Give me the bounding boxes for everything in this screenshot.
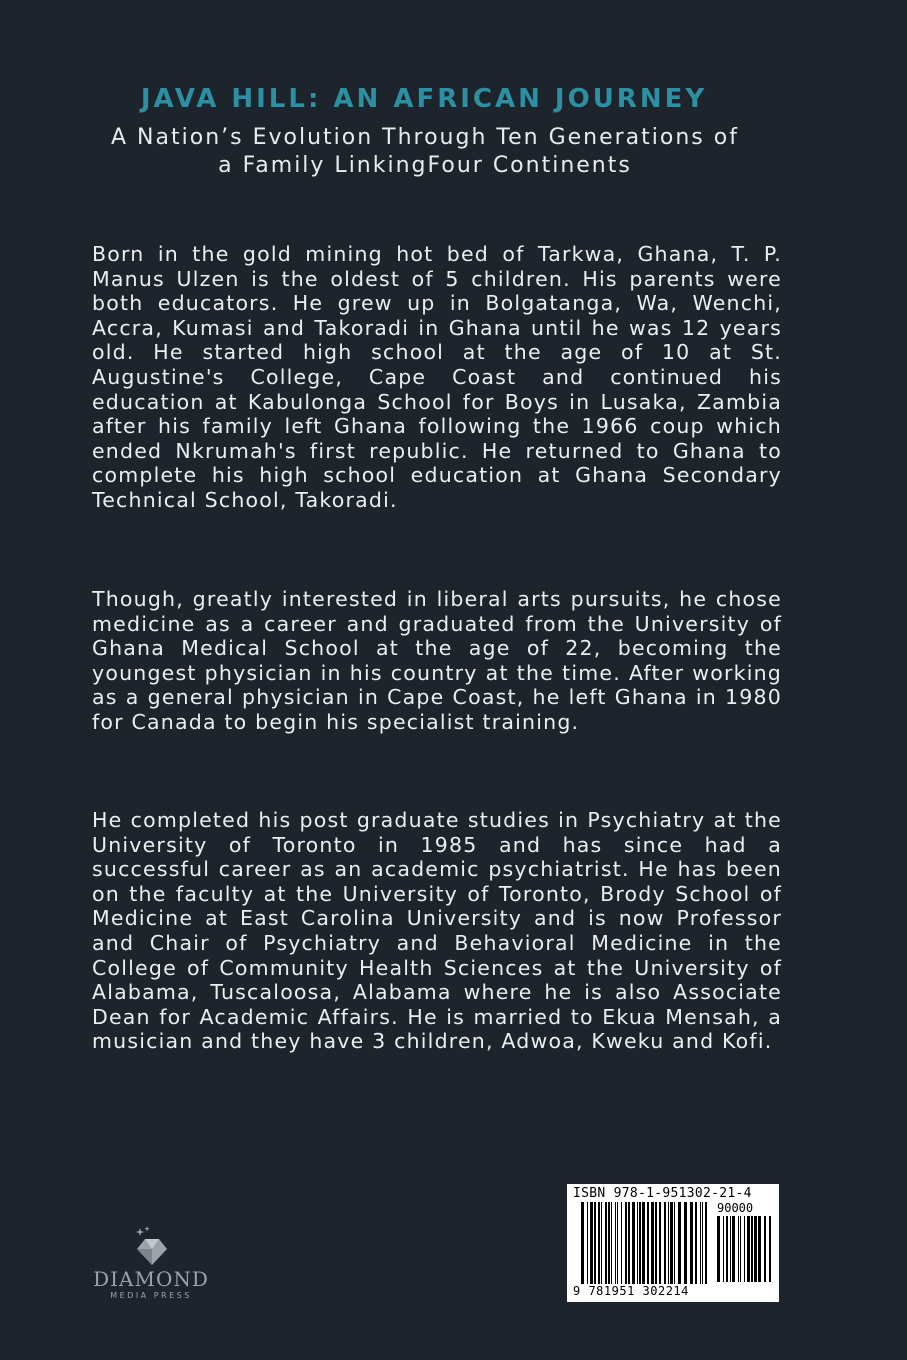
barcode-bar [615,1202,616,1284]
barcode-bar [754,1216,757,1282]
barcode-bar [764,1216,766,1282]
publisher-tagline: MEDIA PRESS [110,1291,192,1300]
author-bio-paragraph-2: Though, greatly interested in liberal arts pursuits, he chose medicine as a career and graduated from the University of Ghana Medical School at the age of 22, becoming the youngest physician in his country at the time. After working as a general physician in Cape Coast, he left Ghana in 1980 for Canada to begin his specialist training. [92,587,782,734]
publisher-name: DIAMOND [93,1267,209,1291]
isbn-barcode [567,1184,779,1302]
addon-bars [717,1216,773,1286]
barcode-bar [581,1202,584,1284]
barcode-bar [740,1216,741,1282]
barcode-bar [730,1216,731,1282]
barcode-bar [608,1202,610,1284]
barcode-bar [625,1202,627,1284]
barcode-bar [732,1216,735,1282]
barcode-bar [758,1216,761,1282]
ean-bars [581,1202,711,1288]
barcode-bar [744,1216,745,1282]
barcode-bar [594,1202,596,1284]
barcode-bar [726,1216,728,1282]
barcode-bar [684,1202,687,1284]
barcode-bar [747,1216,750,1282]
barcode-bar [668,1202,669,1284]
barcode-bar [601,1202,602,1284]
barcode-bar [587,1202,588,1284]
barcode-bar [678,1202,681,1284]
barcode-bar [639,1202,641,1284]
ean-number: 9 781951 302214 [573,1284,689,1298]
publisher-logo [86,1225,216,1305]
barcode-bar [651,1202,654,1284]
barcode-bar [664,1202,666,1284]
book-title: JAVA HILL: AN AFRICAN JOURNEY [140,84,708,114]
barcode-bar [738,1216,739,1282]
barcode-bar [670,1202,673,1284]
barcode-bar [611,1202,612,1284]
barcode-bar [647,1202,649,1284]
barcode-bar [700,1202,701,1284]
barcode-bar [590,1202,593,1284]
barcode-bar [690,1202,693,1284]
barcode-bar [621,1202,622,1284]
barcode-bar [605,1202,607,1284]
isbn-number: ISBN 978-1-951302-21-4 [573,1186,752,1201]
barcode-bar [751,1216,753,1282]
barcode-bar [637,1202,638,1284]
barcode-bar [598,1202,600,1284]
barcode-bar [617,1202,618,1284]
book-subtitle: A Nation’s Evolution Through Ten Generations of a Family LinkingFour Continents [111,125,739,178]
barcode-bar [705,1202,707,1284]
barcode-bar [655,1202,657,1284]
barcode-bar [628,1202,630,1284]
barcode-bar [632,1202,635,1284]
diamond-icon [131,1225,171,1267]
author-bio-paragraph-1: Born in the gold mining hot bed of Tarkwa, Ghana, T. P. Manus Ulzen is the oldest of 5 children. His parents were both educators. He grew up in Bolgatanga, Wa, Wenchi, Accra, Kumasi and Takoradi in Ghana until he was 12 years old. He started high school at the age of 10 at St. Augustine's College, Cape Coast and continued his education at Kabulonga School for Boys in Lusaka, Zambia after his family left Ghana following the 1966 coup which ended Nkrumah's first republic. He returned to Ghana to complete his high school education at Ghana Secondary Technical School, Takoradi. [92,242,782,512]
barcode-bar [702,1202,703,1284]
barcode-bar [659,1202,661,1284]
barcode-bar [717,1216,720,1282]
author-bio-paragraph-3: He completed his post graduate studies in Psychiatry at the University of Toronto in 1985 and has since had a successful career as an academic psychiatrist. He has been on the faculty at the University of Toronto, Brody School of Medicine at East Carolina University and is now Professor and Chair of Psychiatry and Behavioral Medicine in the College of Community Health Sciences at the University of Alabama, Tuscaloosa, Alabama where he is also Associate Dean for Academic Affairs. He is married to Ekua Mensah, a musician and they have 3 children, Adwoa, Kweku and Kofi. [92,808,782,1054]
barcode-bar [723,1216,724,1282]
barcode-bar [674,1202,675,1284]
barcode-bar [769,1216,771,1282]
barcode-bar [695,1202,697,1284]
price-code: 90000 [717,1201,754,1215]
barcode-bar [642,1202,645,1284]
